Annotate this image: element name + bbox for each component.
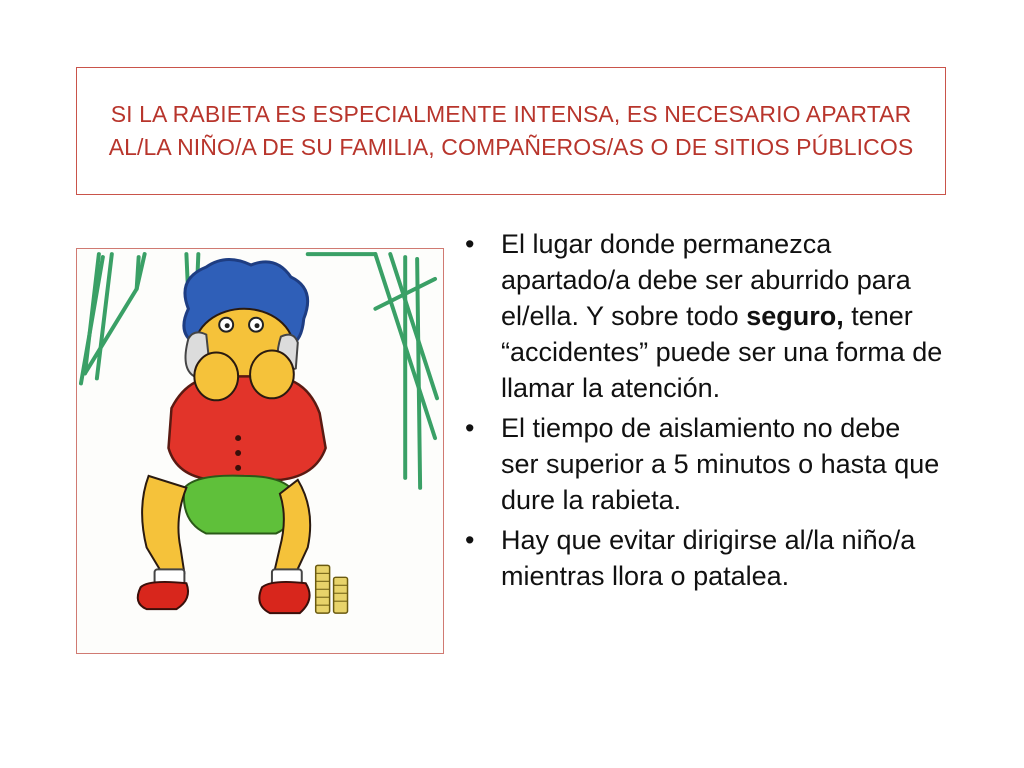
bullet-marker: • (465, 413, 475, 443)
bullet-marker: • (465, 525, 475, 555)
bullet-item (463, 226, 943, 406)
bullet-item (463, 410, 943, 518)
bullet-text: Hay que evitar dirigirse al/la niño/a mientras llora o patalea. (501, 525, 916, 591)
crying-child-drawing (77, 249, 443, 653)
child-illustration (76, 248, 444, 654)
bullet-text-part: tener “accidentes” puede ser una forma de llamar la atención. (501, 301, 943, 403)
slide-title: SI LA RABIETA ES ESPECIALMENTE INTENSA, ES NECESARIO APARTAR AL/LA NIÑO/A DE SU FAMILIA, COMPAÑEROS/AS O DE SITIOS PÚBLICOS (108, 101, 914, 160)
bullet-text: El tiempo de aislamiento no debe ser superior a 5 minutos o hasta que dure la rabieta. (501, 413, 940, 515)
bullet-item (463, 522, 943, 594)
bullet-marker: • (465, 229, 475, 259)
bullet-list (463, 226, 943, 598)
bullet-text-emphasis: seguro, (746, 301, 844, 331)
slide-title-box (76, 67, 946, 195)
bullet-text-part: El lugar donde permanezca apartado/a debe ser aburrido para el/ella. Y sobre todo (501, 229, 911, 331)
